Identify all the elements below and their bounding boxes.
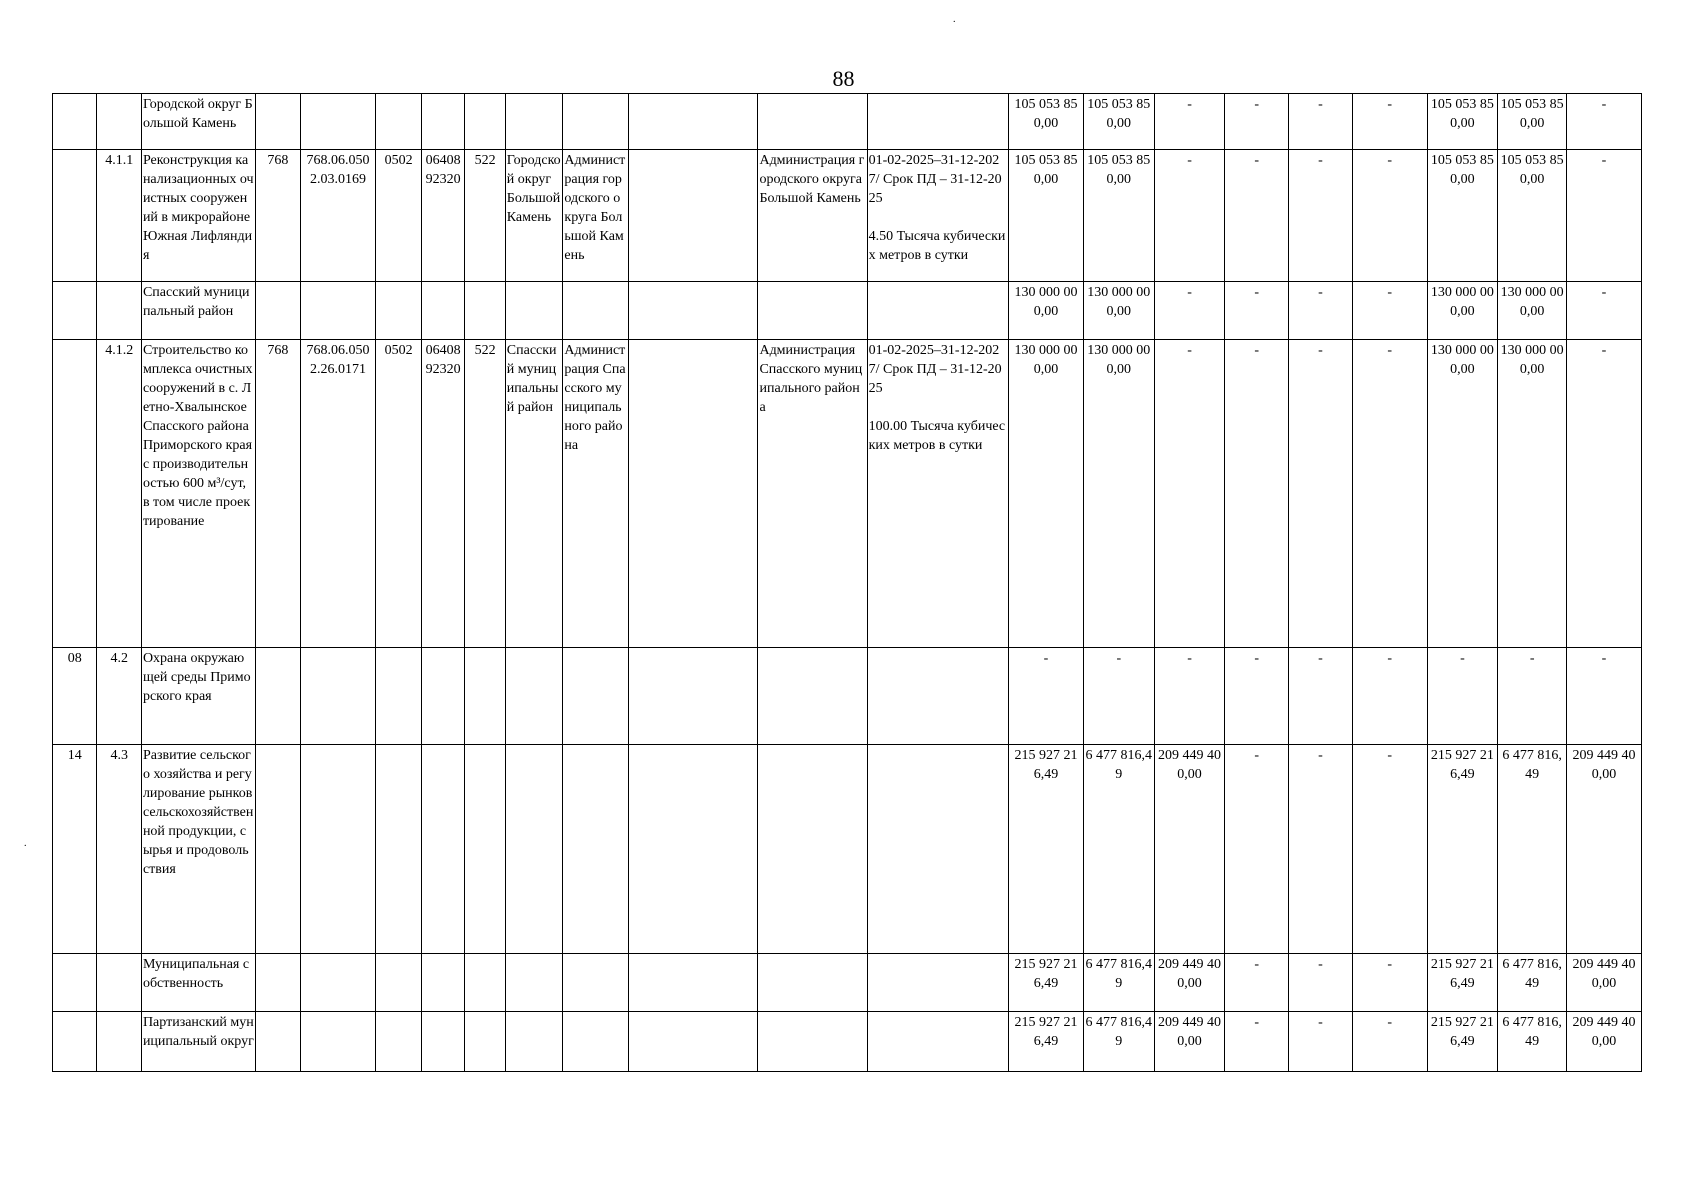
code-cell: 522 <box>465 150 505 282</box>
number-cell <box>97 282 141 340</box>
customer-cell <box>563 1012 629 1072</box>
number-cell <box>97 1012 141 1072</box>
amount-cell: - <box>1289 1012 1353 1072</box>
code-cell <box>256 745 300 954</box>
amount-cell: - <box>1567 648 1642 745</box>
empty-cell <box>629 648 758 745</box>
amount-cell: 215 927 216,49 <box>1009 745 1084 954</box>
section-cell <box>53 150 97 282</box>
customer-cell <box>563 282 629 340</box>
executor-cell: Администрация городского округа Большой Камень <box>758 150 867 282</box>
section-cell <box>53 1012 97 1072</box>
amount-cell: 105 053 850,00 <box>1009 150 1084 282</box>
section-cell <box>53 954 97 1012</box>
customer-cell: Администрация городского округа Большой Камень <box>563 150 629 282</box>
territory-cell <box>505 282 563 340</box>
table-row <box>53 340 1642 648</box>
amount-cell: - <box>1154 94 1225 150</box>
code-cell <box>465 648 505 745</box>
code-cell <box>376 94 421 150</box>
amount-cell: 6 477 816,49 <box>1083 1012 1154 1072</box>
amount-cell: 105 053 850,00 <box>1083 150 1154 282</box>
amount-cell: - <box>1225 282 1289 340</box>
amount-cell: - <box>1289 648 1353 745</box>
amount-cell: 105 053 850,00 <box>1498 94 1567 150</box>
number-cell <box>97 94 141 150</box>
table-row <box>53 94 1642 150</box>
budget-table <box>52 93 1642 1072</box>
amount-cell: - <box>1289 745 1353 954</box>
amount-cell: 130 000 000,00 <box>1498 282 1567 340</box>
section-cell <box>53 340 97 648</box>
terms-cell <box>867 1012 1009 1072</box>
territory-cell <box>505 648 563 745</box>
amount-cell: - <box>1225 340 1289 648</box>
amount-cell: 209 449 400,00 <box>1154 1012 1225 1072</box>
code-cell <box>300 648 376 745</box>
table-row <box>53 745 1642 954</box>
amount-cell: - <box>1352 1012 1427 1072</box>
empty-cell <box>629 1012 758 1072</box>
empty-cell <box>629 340 758 648</box>
amount-cell: 105 053 850,00 <box>1427 150 1498 282</box>
amount-cell: - <box>1352 150 1427 282</box>
amount-cell: - <box>1225 648 1289 745</box>
code-cell <box>256 648 300 745</box>
amount-cell: 6 477 816,49 <box>1498 1012 1567 1072</box>
amount-cell: 215 927 216,49 <box>1427 745 1498 954</box>
name-cell: Строительство комплекса очистных сооружений в с. Летно-Хвалынское Спасского района Приморского края с производительностью 600 м³/сут, в том числе проектирование <box>141 340 255 648</box>
number-cell: 4.3 <box>97 745 141 954</box>
empty-cell <box>629 282 758 340</box>
code-cell <box>376 1012 421 1072</box>
executor-cell <box>758 954 867 1012</box>
code-cell: 0640892320 <box>421 150 464 282</box>
name-cell: Охрана окружающей среды Приморского края <box>141 648 255 745</box>
amount-cell: 6 477 816,49 <box>1083 954 1154 1012</box>
code-cell <box>376 954 421 1012</box>
code-cell <box>421 94 464 150</box>
amount-cell: - <box>1225 94 1289 150</box>
amount-cell: - <box>1352 282 1427 340</box>
empty-cell <box>629 745 758 954</box>
terms-cell: 01-02-2025–31-12-2027/ Срок ПД – 31-12-2025 4.50 Тысяча кубических метров в сутки <box>867 150 1009 282</box>
amount-cell: - <box>1154 282 1225 340</box>
executor-cell <box>758 1012 867 1072</box>
name-cell: Спасский муниципальный район <box>141 282 255 340</box>
terms-cell <box>867 745 1009 954</box>
empty-cell <box>629 94 758 150</box>
code-cell <box>376 648 421 745</box>
amount-cell: - <box>1009 648 1084 745</box>
code-cell <box>300 94 376 150</box>
empty-cell <box>629 954 758 1012</box>
code-cell <box>300 745 376 954</box>
code-cell <box>300 1012 376 1072</box>
amount-cell: 215 927 216,49 <box>1009 954 1084 1012</box>
amount-cell: - <box>1498 648 1567 745</box>
amount-cell: 130 000 000,00 <box>1009 340 1084 648</box>
terms-cell <box>867 282 1009 340</box>
amount-cell: - <box>1225 150 1289 282</box>
code-cell: 0502 <box>376 150 421 282</box>
amount-cell: - <box>1352 648 1427 745</box>
amount-cell: 6 477 816,49 <box>1498 954 1567 1012</box>
amount-cell: - <box>1225 745 1289 954</box>
code-cell <box>376 745 421 954</box>
territory-cell <box>505 745 563 954</box>
code-cell <box>376 282 421 340</box>
terms-cell <box>867 648 1009 745</box>
amount-cell: - <box>1352 340 1427 648</box>
executor-cell <box>758 282 867 340</box>
amount-cell: - <box>1352 745 1427 954</box>
amount-cell: - <box>1225 954 1289 1012</box>
terms-cell: 01-02-2025–31-12-2027/ Срок ПД – 31-12-2025 100.00 Тысяча кубических метров в сутки <box>867 340 1009 648</box>
section-cell: 14 <box>53 745 97 954</box>
code-cell <box>421 282 464 340</box>
amount-cell: 6 477 816,49 <box>1498 745 1567 954</box>
code-cell: 0502 <box>376 340 421 648</box>
code-cell <box>465 1012 505 1072</box>
name-cell: Партизанский муниципальный округ <box>141 1012 255 1072</box>
amount-cell: 209 449 400,00 <box>1567 1012 1642 1072</box>
amount-cell: - <box>1225 1012 1289 1072</box>
amount-cell: 209 449 400,00 <box>1567 954 1642 1012</box>
amount-cell: 209 449 400,00 <box>1154 954 1225 1012</box>
section-cell <box>53 282 97 340</box>
amount-cell: 209 449 400,00 <box>1154 745 1225 954</box>
executor-cell <box>758 745 867 954</box>
code-cell <box>300 954 376 1012</box>
section-cell <box>53 94 97 150</box>
amount-cell: - <box>1289 954 1353 1012</box>
number-cell: 4.1.1 <box>97 150 141 282</box>
amount-cell: 130 000 000,00 <box>1083 340 1154 648</box>
terms-cell <box>867 94 1009 150</box>
table-row <box>53 648 1642 745</box>
code-cell <box>256 954 300 1012</box>
code-cell <box>256 282 300 340</box>
name-cell: Развитие сельского хозяйства и регулирование рынков сельскохозяйственной продукции, сырья и продовольствия <box>141 745 255 954</box>
amount-cell: 6 477 816,49 <box>1083 745 1154 954</box>
territory-cell: Спасский муниципальный район <box>505 340 563 648</box>
code-cell: 522 <box>465 340 505 648</box>
territory-cell <box>505 1012 563 1072</box>
section-cell: 08 <box>53 648 97 745</box>
amount-cell: 130 000 000,00 <box>1427 340 1498 648</box>
amount-cell: - <box>1567 282 1642 340</box>
amount-cell: - <box>1289 340 1353 648</box>
territory-cell <box>505 954 563 1012</box>
executor-cell <box>758 94 867 150</box>
table-row <box>53 1012 1642 1072</box>
amount-cell: - <box>1352 954 1427 1012</box>
code-cell <box>421 648 464 745</box>
territory-cell <box>505 94 563 150</box>
code-cell <box>465 94 505 150</box>
amount-cell: - <box>1567 94 1642 150</box>
code-cell <box>421 745 464 954</box>
amount-cell: - <box>1289 150 1353 282</box>
amount-cell: - <box>1567 340 1642 648</box>
code-cell <box>300 282 376 340</box>
amount-cell: 130 000 000,00 <box>1498 340 1567 648</box>
amount-cell: 105 053 850,00 <box>1009 94 1084 150</box>
code-cell <box>256 1012 300 1072</box>
code-cell <box>465 282 505 340</box>
code-cell <box>465 745 505 954</box>
number-cell: 4.2 <box>97 648 141 745</box>
code-cell: 768.06.0502.26.0171 <box>300 340 376 648</box>
name-cell: Городской округ Большой Камень <box>141 94 255 150</box>
amount-cell: 105 053 850,00 <box>1427 94 1498 150</box>
scan-speck: . <box>953 14 956 25</box>
amount-cell: - <box>1289 282 1353 340</box>
amount-cell: - <box>1352 94 1427 150</box>
amount-cell: - <box>1154 340 1225 648</box>
name-cell: Муниципальная собственность <box>141 954 255 1012</box>
amount-cell: 130 000 000,00 <box>1083 282 1154 340</box>
name-cell: Реконструкция канализационных очистных сооружений в микрорайоне Южная Лифляндия <box>141 150 255 282</box>
scan-speck: . <box>24 838 27 849</box>
executor-cell <box>758 648 867 745</box>
table-row <box>53 282 1642 340</box>
code-cell: 768 <box>256 150 300 282</box>
amount-cell: 130 000 000,00 <box>1009 282 1084 340</box>
amount-cell: - <box>1427 648 1498 745</box>
code-cell <box>256 94 300 150</box>
customer-cell <box>563 954 629 1012</box>
number-cell: 4.1.2 <box>97 340 141 648</box>
customer-cell <box>563 94 629 150</box>
code-cell: 768.06.0502.03.0169 <box>300 150 376 282</box>
amount-cell: 215 927 216,49 <box>1009 1012 1084 1072</box>
customer-cell: Администрация Спасского муниципального района <box>563 340 629 648</box>
code-cell <box>421 1012 464 1072</box>
amount-cell: - <box>1154 648 1225 745</box>
amount-cell: 130 000 000,00 <box>1427 282 1498 340</box>
territory-cell: Городской округ Большой Камень <box>505 150 563 282</box>
customer-cell <box>563 648 629 745</box>
code-cell: 0640892320 <box>421 340 464 648</box>
code-cell <box>465 954 505 1012</box>
page-number: 88 <box>832 66 855 91</box>
code-cell <box>421 954 464 1012</box>
amount-cell: - <box>1154 150 1225 282</box>
amount-cell: 209 449 400,00 <box>1567 745 1642 954</box>
table-row <box>53 954 1642 1012</box>
customer-cell <box>563 745 629 954</box>
code-cell: 768 <box>256 340 300 648</box>
amount-cell: 215 927 216,49 <box>1427 1012 1498 1072</box>
terms-cell <box>867 954 1009 1012</box>
empty-cell <box>629 150 758 282</box>
table-row <box>53 150 1642 282</box>
amount-cell: 105 053 850,00 <box>1498 150 1567 282</box>
executor-cell: Администрация Спасского муниципального района <box>758 340 867 648</box>
amount-cell: - <box>1567 150 1642 282</box>
amount-cell: - <box>1083 648 1154 745</box>
amount-cell: 215 927 216,49 <box>1427 954 1498 1012</box>
number-cell <box>97 954 141 1012</box>
amount-cell: - <box>1289 94 1353 150</box>
amount-cell: 105 053 850,00 <box>1083 94 1154 150</box>
